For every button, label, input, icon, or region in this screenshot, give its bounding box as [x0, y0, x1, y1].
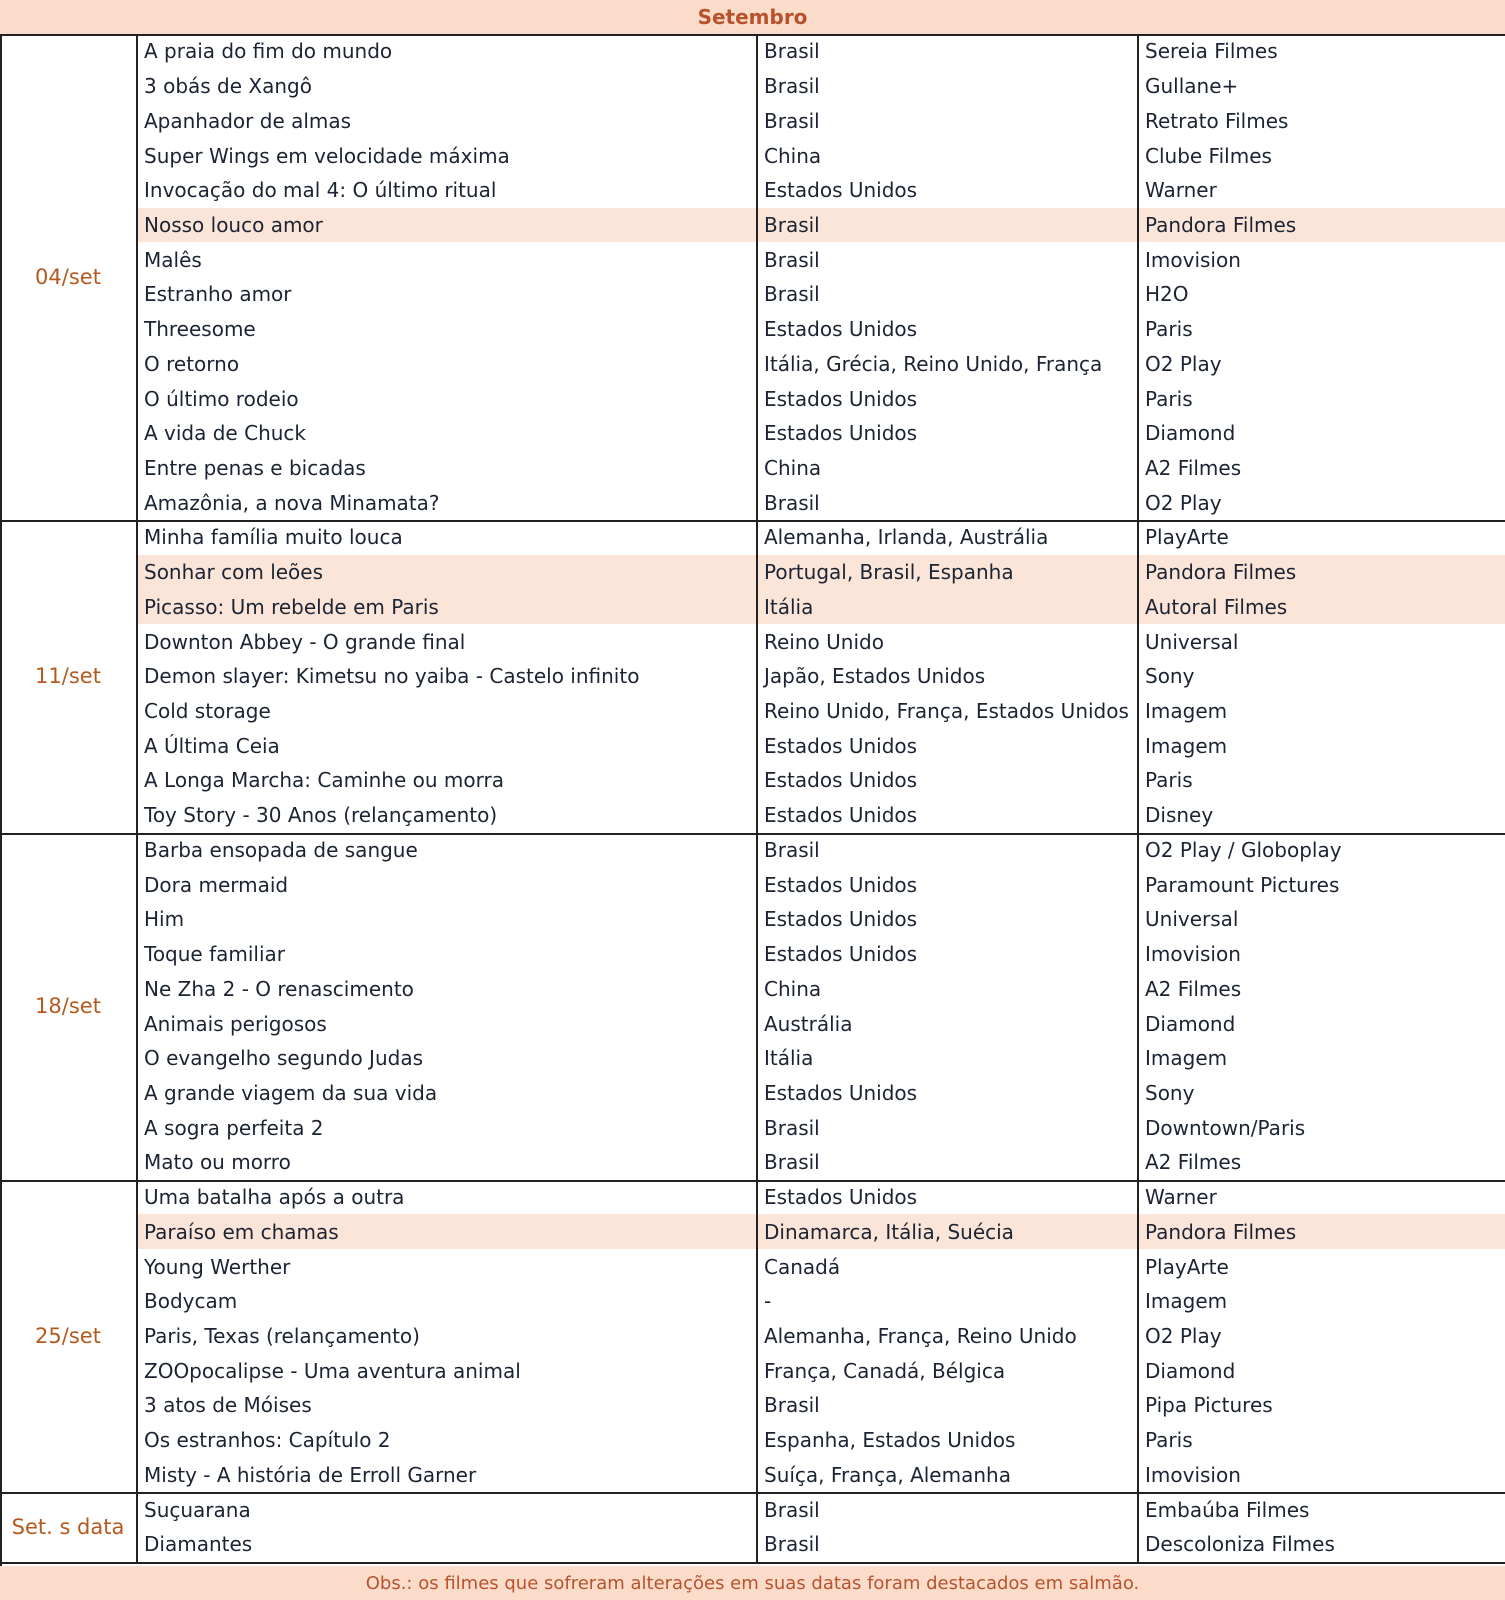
date-section	[0, 833, 1505, 1182]
film-country: Brasil	[758, 103, 1139, 138]
film-title: Toque familiar	[138, 937, 758, 972]
release-date-label: 25/set	[0, 1180, 138, 1492]
film-row	[138, 277, 1505, 312]
film-country: Portugal, Brasil, Espanha	[758, 555, 1139, 590]
film-title: Diamantes	[138, 1527, 758, 1562]
film-distributor: Clube Filmes	[1145, 143, 1272, 168]
film-rows	[138, 833, 1505, 1180]
film-country: Brasil	[758, 485, 1139, 520]
film-title: Misty - A história de Erroll Garner	[138, 1458, 758, 1493]
film-row	[138, 1180, 1505, 1215]
film-row	[138, 1319, 1505, 1354]
film-rows	[138, 520, 1505, 832]
film-country: Estados Unidos	[758, 728, 1139, 763]
film-row-highlighted	[138, 208, 1505, 243]
date-section	[0, 34, 1505, 522]
film-distributor: Paris	[1145, 1428, 1193, 1453]
film-distributor: Diamond	[1145, 421, 1236, 446]
film-title: Os estranhos: Capítulo 2	[138, 1423, 758, 1458]
film-distributor: Warner	[1145, 178, 1217, 203]
film-distributor: Disney	[1145, 803, 1214, 828]
film-distributor: PlayArte	[1145, 1254, 1229, 1279]
film-row	[138, 1076, 1505, 1111]
film-row	[138, 242, 1505, 277]
film-title: Malês	[138, 242, 758, 277]
film-row	[138, 451, 1505, 486]
film-title: A grande viagem da sua vida	[138, 1076, 758, 1111]
film-distributor: Pandora Filmes	[1145, 560, 1297, 585]
film-distributor: PlayArte	[1145, 525, 1229, 550]
film-distributor: Imagem	[1145, 733, 1228, 758]
film-row	[138, 728, 1505, 763]
film-row	[138, 520, 1505, 555]
film-row	[138, 173, 1505, 208]
film-row	[138, 1458, 1505, 1493]
film-country: França, Canadá, Bélgica	[758, 1353, 1139, 1388]
film-country: Japão, Estados Unidos	[758, 659, 1139, 694]
film-title: Cold storage	[138, 694, 758, 729]
film-distributor: Embaúba Filmes	[1145, 1497, 1310, 1522]
film-row-highlighted	[138, 1214, 1505, 1249]
film-country: Dinamarca, Itália, Suécia	[758, 1214, 1139, 1249]
film-distributor: Sony	[1145, 1080, 1195, 1105]
film-distributor: Pandora Filmes	[1145, 212, 1297, 237]
film-title: Nosso louco amor	[138, 208, 758, 243]
film-distributor: Imovision	[1145, 1462, 1241, 1487]
film-country: Brasil	[758, 34, 1139, 69]
film-title: A vida de Chuck	[138, 416, 758, 451]
film-title: Paris, Texas (relançamento)	[138, 1319, 758, 1354]
film-distributor: Imagem	[1145, 1289, 1228, 1314]
film-title: Young Werther	[138, 1249, 758, 1284]
footer-note: Obs.: os filmes que sofreram alterações em suas datas foram destacados em salmão.	[0, 1566, 1505, 1600]
film-title: Toy Story - 30 Anos (relançamento)	[138, 798, 758, 833]
film-title: Minha família muito louca	[138, 520, 758, 555]
film-distributor: O2 Play	[1145, 351, 1222, 376]
film-country: Estados Unidos	[758, 416, 1139, 451]
film-distributor: Imagem	[1145, 1046, 1228, 1071]
film-distributor: Diamond	[1145, 1358, 1236, 1383]
film-row-highlighted	[138, 555, 1505, 590]
film-distributor: Paramount Pictures	[1145, 872, 1340, 897]
film-title: Mato ou morro	[138, 1145, 758, 1180]
film-row	[138, 659, 1505, 694]
film-distributor: A2 Filmes	[1145, 455, 1242, 480]
date-section	[0, 520, 1505, 834]
film-country: Brasil	[758, 69, 1139, 104]
film-country: Estados Unidos	[758, 1076, 1139, 1111]
film-country: Estados Unidos	[758, 902, 1139, 937]
film-country: Estados Unidos	[758, 798, 1139, 833]
film-title: O último rodeio	[138, 381, 758, 416]
film-row	[138, 798, 1505, 833]
film-distributor: Imagem	[1145, 699, 1228, 724]
month-title: Setembro	[0, 0, 1505, 36]
film-distributor: Autoral Filmes	[1145, 594, 1288, 619]
film-distributor: Pandora Filmes	[1145, 1219, 1297, 1244]
film-country: Reino Unido	[758, 624, 1139, 659]
film-country: Brasil	[758, 242, 1139, 277]
film-title: Ne Zha 2 - O renascimento	[138, 971, 758, 1006]
film-title: O evangelho segundo Judas	[138, 1041, 758, 1076]
film-row	[138, 694, 1505, 729]
film-row	[138, 1527, 1505, 1562]
film-country: Brasil	[758, 1388, 1139, 1423]
film-row	[138, 902, 1505, 937]
film-title: Apanhador de almas	[138, 103, 758, 138]
film-title: Entre penas e bicadas	[138, 451, 758, 486]
film-row	[138, 1353, 1505, 1388]
film-row	[138, 485, 1505, 520]
film-row	[138, 1492, 1505, 1527]
film-row	[138, 381, 1505, 416]
film-country: Espanha, Estados Unidos	[758, 1423, 1139, 1458]
film-distributor: Downtown/Paris	[1145, 1115, 1306, 1140]
film-row	[138, 416, 1505, 451]
film-country: Reino Unido, França, Estados Unidos	[758, 694, 1139, 729]
film-row	[138, 346, 1505, 381]
film-title: O retorno	[138, 346, 758, 381]
film-country: China	[758, 138, 1139, 173]
film-distributor: H2O	[1145, 282, 1189, 307]
film-title: A Longa Marcha: Caminhe ou morra	[138, 763, 758, 798]
film-country: Estados Unidos	[758, 867, 1139, 902]
film-distributor: Imovision	[1145, 942, 1241, 967]
film-row	[138, 312, 1505, 347]
film-row	[138, 1423, 1505, 1458]
film-row	[138, 937, 1505, 972]
film-title: Uma batalha após a outra	[138, 1180, 758, 1215]
film-row	[138, 1388, 1505, 1423]
film-title: Threesome	[138, 312, 758, 347]
film-row	[138, 1110, 1505, 1145]
film-row	[138, 69, 1505, 104]
film-rows	[138, 1180, 1505, 1492]
film-country: -	[758, 1284, 1139, 1319]
film-distributor: O2 Play / Globoplay	[1145, 837, 1342, 862]
film-distributor: Diamond	[1145, 1011, 1236, 1036]
film-title: Demon slayer: Kimetsu no yaiba - Castelo infinito	[138, 659, 758, 694]
film-country: Estados Unidos	[758, 1180, 1139, 1215]
film-country: Brasil	[758, 208, 1139, 243]
film-rows	[138, 34, 1505, 520]
film-row	[138, 1284, 1505, 1319]
film-row	[138, 867, 1505, 902]
film-distributor: Sony	[1145, 664, 1195, 689]
film-distributor: Paris	[1145, 768, 1193, 793]
film-country: Estados Unidos	[758, 763, 1139, 798]
film-title: Dora mermaid	[138, 867, 758, 902]
film-title: 3 atos de Móises	[138, 1388, 758, 1423]
film-title: Bodycam	[138, 1284, 758, 1319]
film-distributor: A2 Filmes	[1145, 976, 1242, 1001]
film-distributor: Universal	[1145, 907, 1239, 932]
film-distributor: Warner	[1145, 1185, 1217, 1210]
film-distributor: Paris	[1145, 317, 1193, 342]
film-row	[138, 1249, 1505, 1284]
release-date-label: 11/set	[0, 520, 138, 832]
film-title: Barba ensopada de sangue	[138, 833, 758, 868]
film-title: A Última Ceia	[138, 728, 758, 763]
film-title: A praia do fim do mundo	[138, 34, 758, 69]
date-section	[0, 1180, 1505, 1494]
film-country: Brasil	[758, 833, 1139, 868]
film-title: Paraíso em chamas	[138, 1214, 758, 1249]
film-distributor: Imovision	[1145, 247, 1241, 272]
release-date-label: Set. s data	[0, 1492, 138, 1561]
film-country: Brasil	[758, 1492, 1139, 1527]
film-country: Brasil	[758, 1527, 1139, 1562]
film-country: Estados Unidos	[758, 312, 1139, 347]
film-row	[138, 971, 1505, 1006]
film-title: ZOOpocalipse - Uma aventura animal	[138, 1353, 758, 1388]
film-country: Estados Unidos	[758, 937, 1139, 972]
film-row	[138, 1145, 1505, 1180]
film-distributor: Universal	[1145, 629, 1239, 654]
film-title: Him	[138, 902, 758, 937]
release-date-label: 18/set	[0, 833, 138, 1180]
film-distributor: Paris	[1145, 386, 1193, 411]
film-row	[138, 138, 1505, 173]
film-row	[138, 1041, 1505, 1076]
film-row	[138, 763, 1505, 798]
film-country: Austrália	[758, 1006, 1139, 1041]
film-title: A sogra perfeita 2	[138, 1110, 758, 1145]
film-title: Estranho amor	[138, 277, 758, 312]
film-title: Super Wings em velocidade máxima	[138, 138, 758, 173]
film-title: Downton Abbey - O grande final	[138, 624, 758, 659]
film-title: Suçuarana	[138, 1492, 758, 1527]
film-country: Alemanha, França, Reino Unido	[758, 1319, 1139, 1354]
film-rows	[138, 1492, 1505, 1561]
film-country: China	[758, 451, 1139, 486]
film-country: Estados Unidos	[758, 381, 1139, 416]
film-country: Alemanha, Irlanda, Austrália	[758, 520, 1139, 555]
film-distributor: Retrato Filmes	[1145, 108, 1289, 133]
film-country: Itália	[758, 1041, 1139, 1076]
film-distributor: A2 Filmes	[1145, 1150, 1242, 1175]
film-title: Amazônia, a nova Minamata?	[138, 485, 758, 520]
film-distributor: Pipa Pictures	[1145, 1393, 1273, 1418]
film-title: 3 obás de Xangô	[138, 69, 758, 104]
film-distributor: Descoloniza Filmes	[1145, 1532, 1335, 1557]
film-country: China	[758, 971, 1139, 1006]
film-country: Estados Unidos	[758, 173, 1139, 208]
film-country: Canadá	[758, 1249, 1139, 1284]
film-country: Brasil	[758, 1145, 1139, 1180]
film-title: Animais perigosos	[138, 1006, 758, 1041]
film-distributor: O2 Play	[1145, 1323, 1222, 1348]
date-section	[0, 1492, 1505, 1563]
film-country: Brasil	[758, 1110, 1139, 1145]
film-distributor: Sereia Filmes	[1145, 39, 1278, 64]
film-country: Brasil	[758, 277, 1139, 312]
film-row	[138, 833, 1505, 868]
film-title: Sonhar com leões	[138, 555, 758, 590]
film-country: Itália	[758, 590, 1139, 625]
release-date-label: 04/set	[0, 34, 138, 520]
film-row	[138, 34, 1505, 69]
film-row	[138, 103, 1505, 138]
film-country: Suíça, França, Alemanha	[758, 1458, 1139, 1493]
film-distributor: O2 Play	[1145, 490, 1222, 515]
film-title: Invocação do mal 4: O último ritual	[138, 173, 758, 208]
film-title: Picasso: Um rebelde em Paris	[138, 590, 758, 625]
film-row	[138, 1006, 1505, 1041]
film-country: Itália, Grécia, Reino Unido, França	[758, 346, 1139, 381]
film-distributor: Gullane+	[1145, 74, 1239, 99]
film-row-highlighted	[138, 590, 1505, 625]
film-row	[138, 624, 1505, 659]
